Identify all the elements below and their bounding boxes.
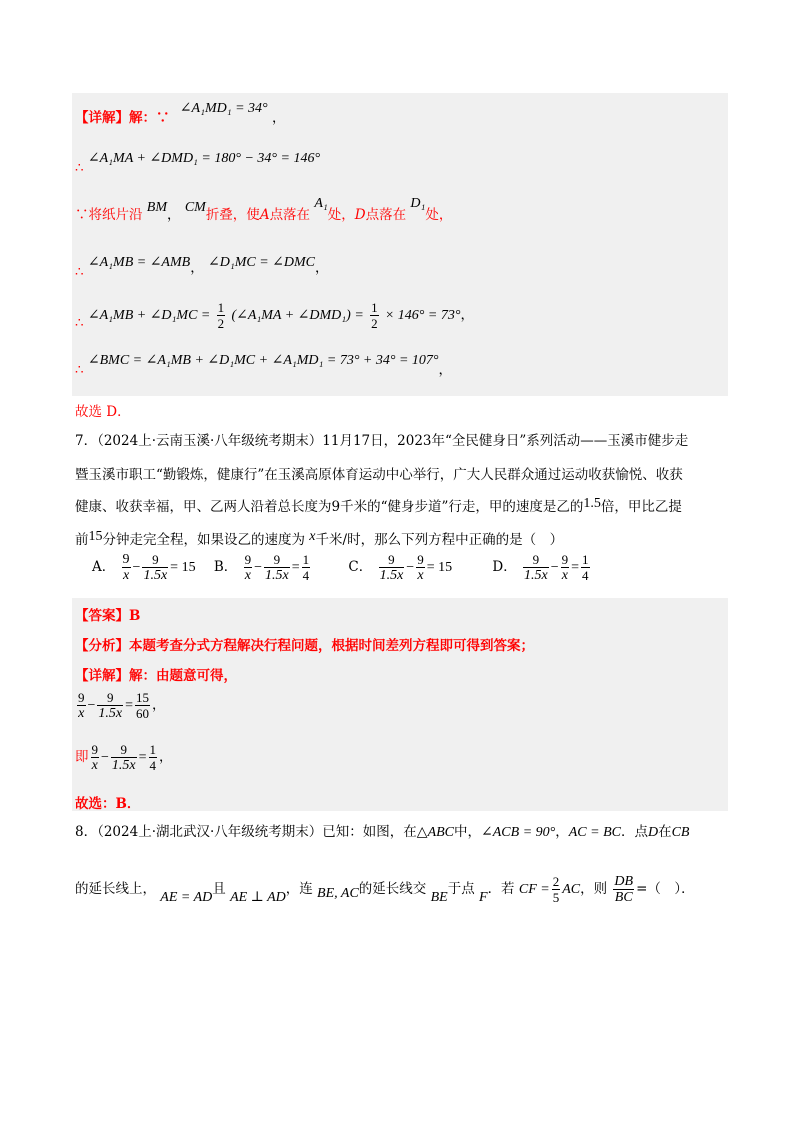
q7-line4 xyxy=(75,528,563,549)
detail-label: 【详解】解：∵ xyxy=(75,110,170,126)
q7-text-4c: 分钟走完全程，如果设乙的速度为 xyxy=(102,532,305,548)
math-a1mb: ∠A₁MB = ∠AMB xyxy=(87,255,191,270)
place-text: 处， xyxy=(327,207,355,223)
fraction-half-2: $\frac{1}{2}$ xyxy=(371,300,378,331)
because-symbol: ∵ xyxy=(75,207,89,223)
q7-detail: 【详解】解：由题意可得， xyxy=(75,668,237,684)
sol6-line3 xyxy=(75,196,453,224)
point-a: A xyxy=(259,207,270,223)
ji-text: 即 xyxy=(75,749,89,765)
math-angle-sum: ∠A₁MA + ∠DMD₁ = 180° − 34° = 146° xyxy=(87,151,321,166)
q7-line3 xyxy=(75,495,682,516)
comma: ， xyxy=(555,824,569,840)
q7-line2 xyxy=(75,463,683,483)
option-c[interactable]: C． $\frac{9}{1.5x}$ − $\frac{9}{x}$ = 15 xyxy=(348,552,453,583)
comma: ， xyxy=(167,207,181,223)
segment-bm: BM xyxy=(146,200,168,215)
q7-equation-1: $\frac{9}{x}$ − $\frac{9}{1.5x}$ = $\frac{15}{60}$ ， xyxy=(78,690,166,721)
point-d: D xyxy=(354,207,366,223)
q7-options xyxy=(92,552,606,583)
therefore-symbol: ∴ xyxy=(75,264,84,280)
q7-number: 7． xyxy=(75,433,98,449)
q7-text-4e: 千米/时，那么下列方程中正确的是（ ） xyxy=(315,532,564,548)
comma: ， xyxy=(190,260,204,276)
comma: ， xyxy=(152,697,166,713)
fraction-two-fifths: $\frac{2}{5}$ xyxy=(552,874,560,905)
sol6-answer xyxy=(75,400,131,420)
comma: ， xyxy=(271,110,286,126)
q7-text-3c: 倍，甲比乙提 xyxy=(600,499,682,515)
ae-eq-ad: AE = AD xyxy=(160,890,213,905)
q8-line2: 的延长线上， AE = AD且 AE ⊥ AD，连 BE, AC的延长线交 BE于点 F．若 CF = $\frac{2}{5}$ AC，则 $\frac{DB}{BC}$ =（ ）． xyxy=(75,874,695,905)
math-half-right: × 146° = 73° xyxy=(384,308,461,323)
ac-eq-bc: AC = BC xyxy=(568,825,621,840)
q8-number: 8． xyxy=(75,824,98,840)
sol6-line2 xyxy=(75,150,321,176)
math-bmc: ∠BMC = ∠A₁MB + ∠D₁MC + ∠A₁MD₁ = 73° + 34° = 107° xyxy=(87,353,439,368)
comma: ， xyxy=(438,362,453,378)
q7-text-2: 暨玉溪市职工“勤锻炼，健康行”在玉溪高原体育运动中心举行，广大人民群众通过运动收获愉悦、收获 xyxy=(75,467,683,483)
point-d1: D₁ xyxy=(410,196,426,211)
fraction-half: $\frac{1}{2}$ xyxy=(217,300,225,331)
q7-line1 xyxy=(75,429,688,449)
fall-text-2: 点落在 xyxy=(365,207,407,223)
q7-text-1: （2024上·云南玉溪·八年级统考期末）11月17日，2023年“全民健身日”系列活动——玉溪市健步走 xyxy=(97,433,689,449)
fold-text: 将纸片沿 xyxy=(88,207,143,223)
ae-perp-ad: AE ⊥ AD xyxy=(230,890,286,905)
math-a1md1: ∠A₁MD₁ = 34° xyxy=(179,101,268,116)
math-half-left: ∠A₁MB + ∠D₁MC = xyxy=(87,308,211,323)
option-d[interactable]: D． $\frac{9}{1.5x}$ − $\frac{9}{x}$ = $\frac{1}{4}$ xyxy=(492,552,589,583)
option-a[interactable]: A． $\frac{9}{x}$ − $\frac{9}{1.5x}$ = 15 xyxy=(92,552,196,583)
therefore-symbol: ∴ xyxy=(75,362,84,378)
solution-shade-q7 xyxy=(72,598,728,811)
option-b[interactable]: B． $\frac{9}{x}$ − $\frac{9}{1.5x}$ = $\frac{1}{4}$ xyxy=(213,552,310,583)
sol6-line5 xyxy=(75,300,474,331)
q7-equation-2: 即 $\frac{9}{x}$ − $\frac{9}{1.5x}$ = $\frac{1}{4}$ ， xyxy=(75,742,173,773)
sol6-line4 xyxy=(75,250,329,280)
fall-text: 点落在 xyxy=(269,207,311,223)
sol6-line1 xyxy=(75,101,286,127)
comma: ， xyxy=(460,307,474,323)
math-half-mid: (∠A₁MA + ∠DMD₁) = xyxy=(231,308,364,323)
var-x: x xyxy=(309,529,316,544)
triangle-abc: △ABC xyxy=(416,825,455,840)
point-a1: A₁ xyxy=(314,196,328,211)
q7-analysis: 【分析】本题考查分式方程解决行程问题，根据时间差列方程即可得到答案； xyxy=(75,638,534,654)
comma: ， xyxy=(159,749,173,765)
q7-final: 故选：B． xyxy=(75,796,141,812)
comma: ， xyxy=(315,260,329,276)
sol6-line6 xyxy=(75,348,453,378)
therefore-symbol: ∴ xyxy=(75,160,84,176)
q7-answer: 【答案】B xyxy=(75,608,141,624)
answer-d: 故选 D． xyxy=(75,404,131,420)
fold-text-2: 折叠，使 xyxy=(205,207,260,223)
q7-text-3: 健康、收获幸福，甲、乙两人沿着总长度为9千米的“健身步道”行走，甲的速度是乙的 xyxy=(75,499,584,515)
segment-cm: CM xyxy=(184,200,206,215)
angle-acb: ∠ACB = 90° xyxy=(481,825,556,840)
place-text-2: 处， xyxy=(425,207,453,223)
therefore-symbol: ∴ xyxy=(75,315,84,331)
minutes-value: 15 xyxy=(88,529,103,544)
math-d1mc: ∠D₁MC = ∠DMC xyxy=(208,255,315,270)
q7-text-4a: 前 xyxy=(75,532,89,548)
fraction-db-bc: $\frac{DB}{BC}$ xyxy=(614,874,634,905)
ratio-value: 1.5 xyxy=(583,496,601,511)
q8-line1: 8．（2024上·湖北武汉·八年级统考期末）已知：如图，在△ABC中，∠ACB = 90°，AC = BC．点D在CB xyxy=(75,824,690,840)
